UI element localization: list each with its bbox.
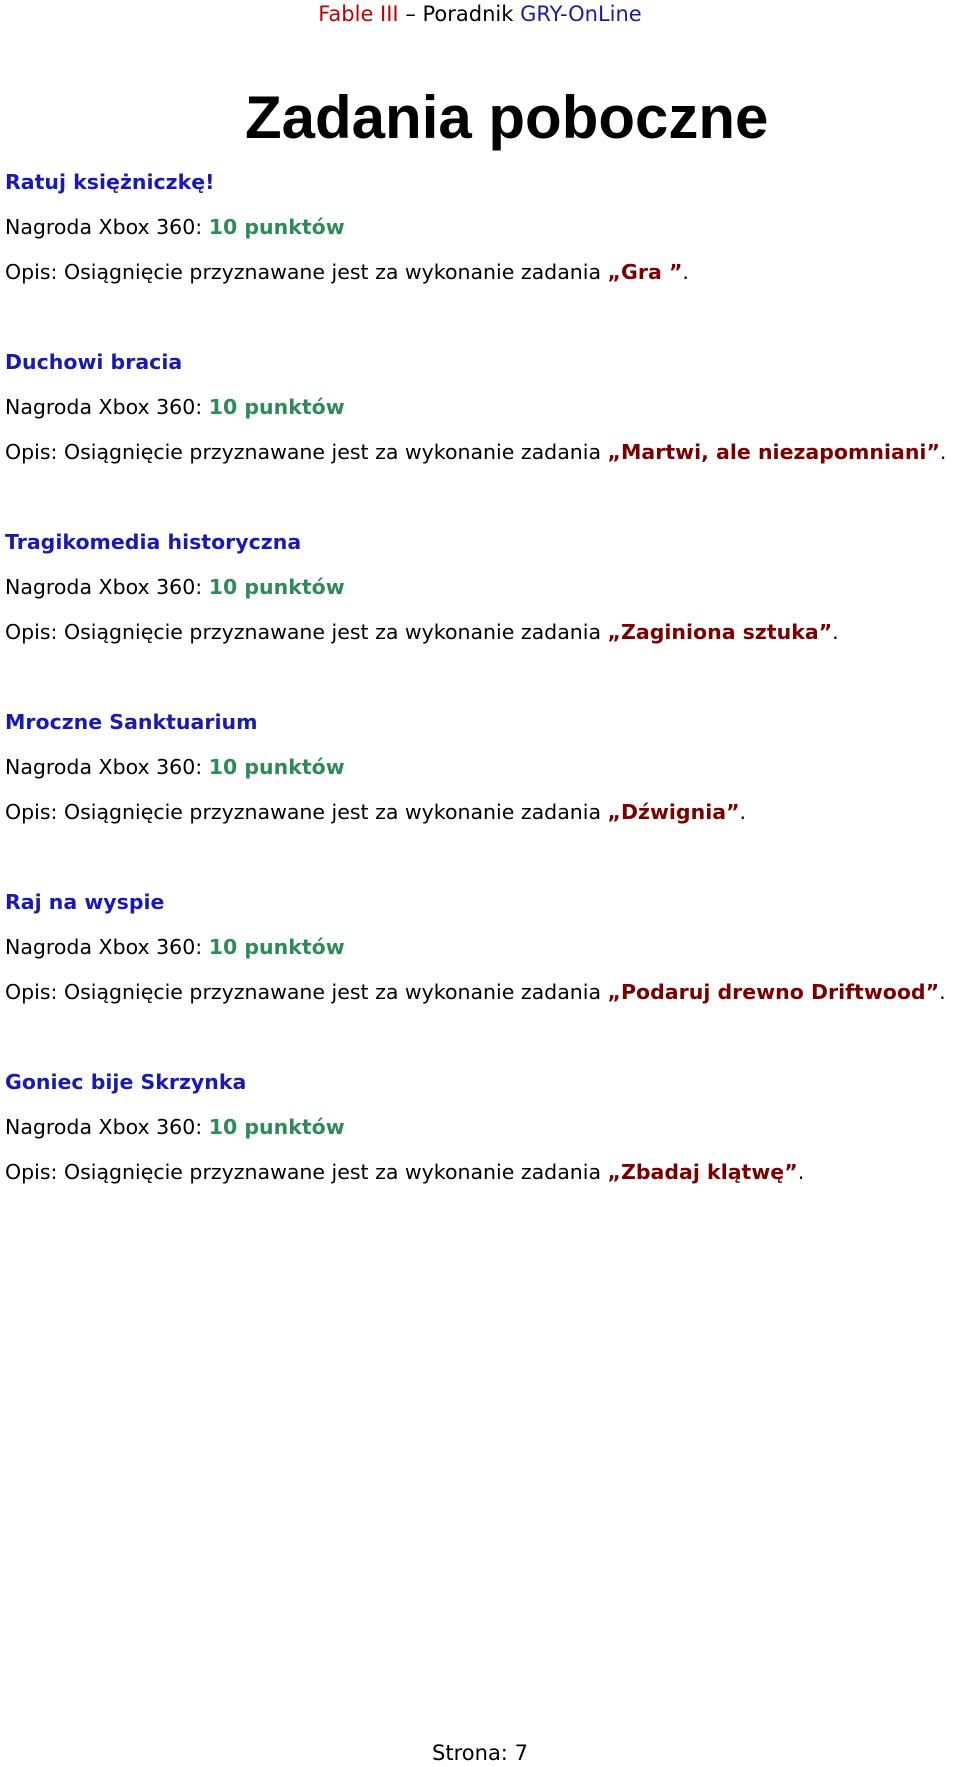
- reward-points: 10 punktów: [208, 395, 345, 419]
- achievement-title: Ratuj księżniczkę!: [5, 170, 215, 194]
- achievement-entry: [5, 340, 955, 520]
- description-period: .: [797, 1160, 805, 1184]
- description-period: .: [682, 260, 689, 284]
- reward-label: Nagroda Xbox 360:: [5, 395, 209, 419]
- header-brand: GRY-OnLine: [520, 2, 642, 26]
- reward-label: Nagroda Xbox 360:: [5, 935, 209, 959]
- description-period: .: [939, 440, 947, 464]
- quest-open-quote: „: [607, 440, 622, 464]
- achievement-reward: [5, 745, 955, 790]
- achievement-title: Tragikomedia historyczna: [5, 530, 302, 554]
- reward-label: Nagroda Xbox 360:: [5, 575, 209, 599]
- description-label: Opis: Osiągnięcie przyznawane jest za wykonanie zadania: [5, 260, 608, 284]
- reward-label: Nagroda Xbox 360:: [5, 755, 209, 779]
- description-period: .: [832, 620, 839, 644]
- quest-close-quote: ”: [784, 1160, 798, 1184]
- quest-open-quote: „: [607, 620, 622, 644]
- quest-name: Martwi, ale niezapomniani: [621, 440, 927, 464]
- quest-open-quote: „: [607, 1160, 622, 1184]
- page-number-label: Strona:: [432, 1741, 515, 1765]
- achievement-description: [5, 790, 955, 835]
- description-label: Opis: Osiągnięcie przyznawane jest za wykonanie zadania: [5, 620, 608, 644]
- achievement-title: Mroczne Sanktuarium: [5, 710, 258, 734]
- achievement-entry: [5, 1060, 955, 1240]
- achievement-description: [5, 970, 955, 1015]
- quest-name: Podaruj drewno Driftwood: [621, 980, 926, 1004]
- description-label: Opis: Osiągnięcie przyznawane jest za wykonanie zadania: [5, 980, 608, 1004]
- achievement-reward: [5, 385, 955, 430]
- quest-close-quote: ”: [925, 980, 940, 1004]
- reward-points: 10 punktów: [208, 935, 345, 959]
- achievement-reward: [5, 565, 955, 610]
- achievement-reward: [5, 1105, 955, 1150]
- achievement-entry: [5, 700, 955, 880]
- reward-points: 10 punktów: [208, 1115, 345, 1139]
- quest-name: Dźwignia: [621, 800, 727, 824]
- reward-points: 10 punktów: [208, 575, 345, 599]
- description-period: .: [739, 800, 747, 824]
- achievement-entry: [5, 880, 955, 1060]
- quest-open-quote: „: [607, 800, 622, 824]
- reward-points: 10 punktów: [208, 215, 345, 239]
- achievement-description: [5, 1150, 955, 1195]
- achievement-description: [5, 610, 955, 655]
- page-number: 7: [514, 1741, 528, 1765]
- quest-close-quote: ”: [818, 620, 833, 644]
- page-title: Zadania poboczne: [245, 84, 769, 151]
- reward-label: Nagroda Xbox 360:: [5, 215, 209, 239]
- header-separator: –: [398, 2, 423, 26]
- quest-open-quote: „: [607, 980, 622, 1004]
- achievement-entry: [5, 160, 955, 340]
- page-header: [0, 0, 960, 28]
- header-game-title: Fable III: [318, 2, 399, 26]
- description-period: .: [939, 980, 946, 1004]
- achievement-title: Goniec bije Skrzynka: [5, 1070, 247, 1094]
- achievement-title: Duchowi bracia: [5, 350, 183, 374]
- achievement-reward: [5, 205, 955, 250]
- quest-close-quote: ”: [926, 440, 940, 464]
- achievement-entry: [5, 520, 955, 700]
- quest-name: Zaginiona sztuka: [621, 620, 819, 644]
- quest-close-quote: ”: [668, 260, 683, 284]
- quest-name: Zbadaj klątwę: [621, 1160, 785, 1184]
- achievement-title: Raj na wyspie: [5, 890, 165, 914]
- quest-name: Gra: [621, 260, 669, 284]
- description-label: Opis: Osiągnięcie przyznawane jest za wykonanie zadania: [5, 800, 608, 824]
- quest-open-quote: „: [607, 260, 622, 284]
- achievement-list: [5, 160, 955, 1240]
- header-guide-label: Poradnik: [422, 2, 514, 26]
- description-label: Opis: Osiągnięcie przyznawane jest za wykonanie zadania: [5, 1160, 608, 1184]
- achievement-description: [5, 250, 955, 295]
- achievement-description: [5, 430, 955, 475]
- achievement-reward: [5, 925, 955, 970]
- reward-points: 10 punktów: [208, 755, 345, 779]
- quest-close-quote: ”: [726, 800, 740, 824]
- page-footer: [0, 1740, 960, 1766]
- reward-label: Nagroda Xbox 360:: [5, 1115, 209, 1139]
- description-label: Opis: Osiągnięcie przyznawane jest za wykonanie zadania: [5, 440, 608, 464]
